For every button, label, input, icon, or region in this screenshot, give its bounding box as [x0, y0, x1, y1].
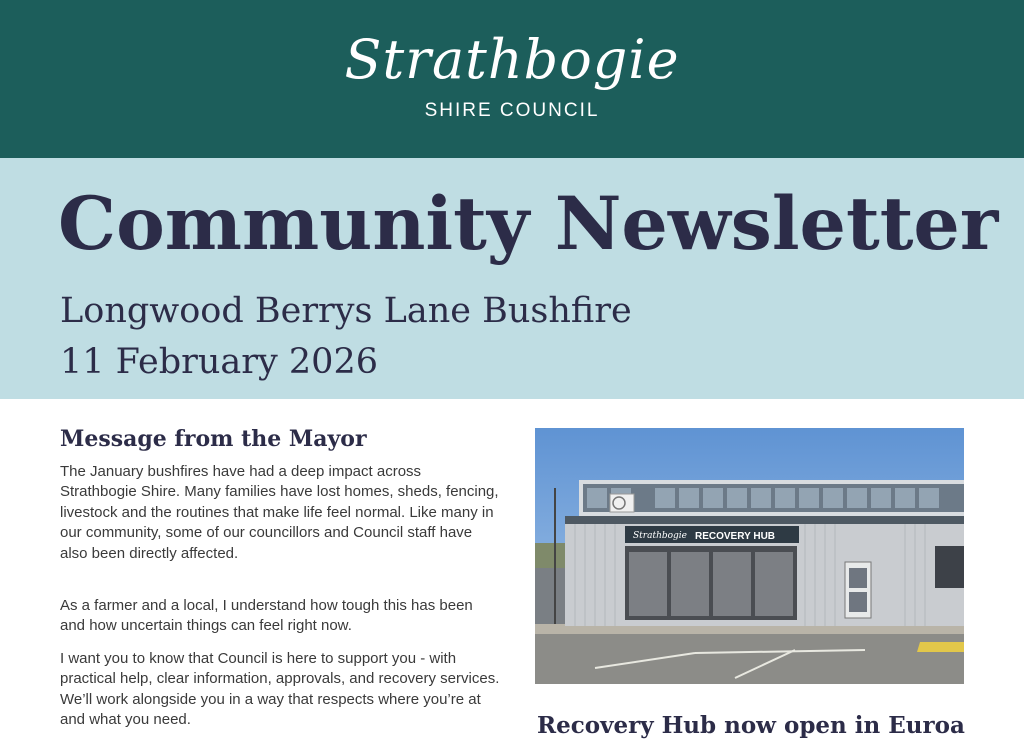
newsletter-subtitle: Longwood Berrys Lane Bushfire: [60, 291, 632, 331]
recovery-hub-heading: Recovery Hub now open in Euroa: [537, 712, 965, 739]
car-park: [535, 628, 964, 684]
mayor-paragraph: The January bushfires have had a deep impact across Strathbogie Shire. Many families have lost homes, sheds, fencing, livestock and the routines that make life feel normal. Like many in our community, some of our councillors and Council staff have also been directly affected.: [60, 463, 499, 562]
mayor-paragraph: I want you to know that Council is here to support you - with practical help, clear information, approvals, and recovery services. We’ll work alongside you in a way that respects where you’re at and what you need.: [60, 650, 500, 729]
recovery-hub-photo: [535, 428, 964, 684]
sign-text: RECOVERY HUB: [695, 531, 776, 542]
council-logo-subtitle: SHIRE COUNCIL: [424, 100, 600, 121]
sign-logo: Strathbogie: [633, 531, 688, 541]
council-logo-wordmark: Strathbogie: [344, 28, 680, 91]
mayor-message-heading: Message from the Mayor: [60, 426, 367, 452]
masthead: [0, 0, 1024, 158]
mayor-paragraph: As a farmer and a local, I understand how tough this has been and how uncertain things can feel right now.: [60, 597, 473, 635]
newsletter-title: Community Newsletter: [58, 181, 999, 267]
newsletter-date: 11 February 2026: [60, 342, 378, 382]
